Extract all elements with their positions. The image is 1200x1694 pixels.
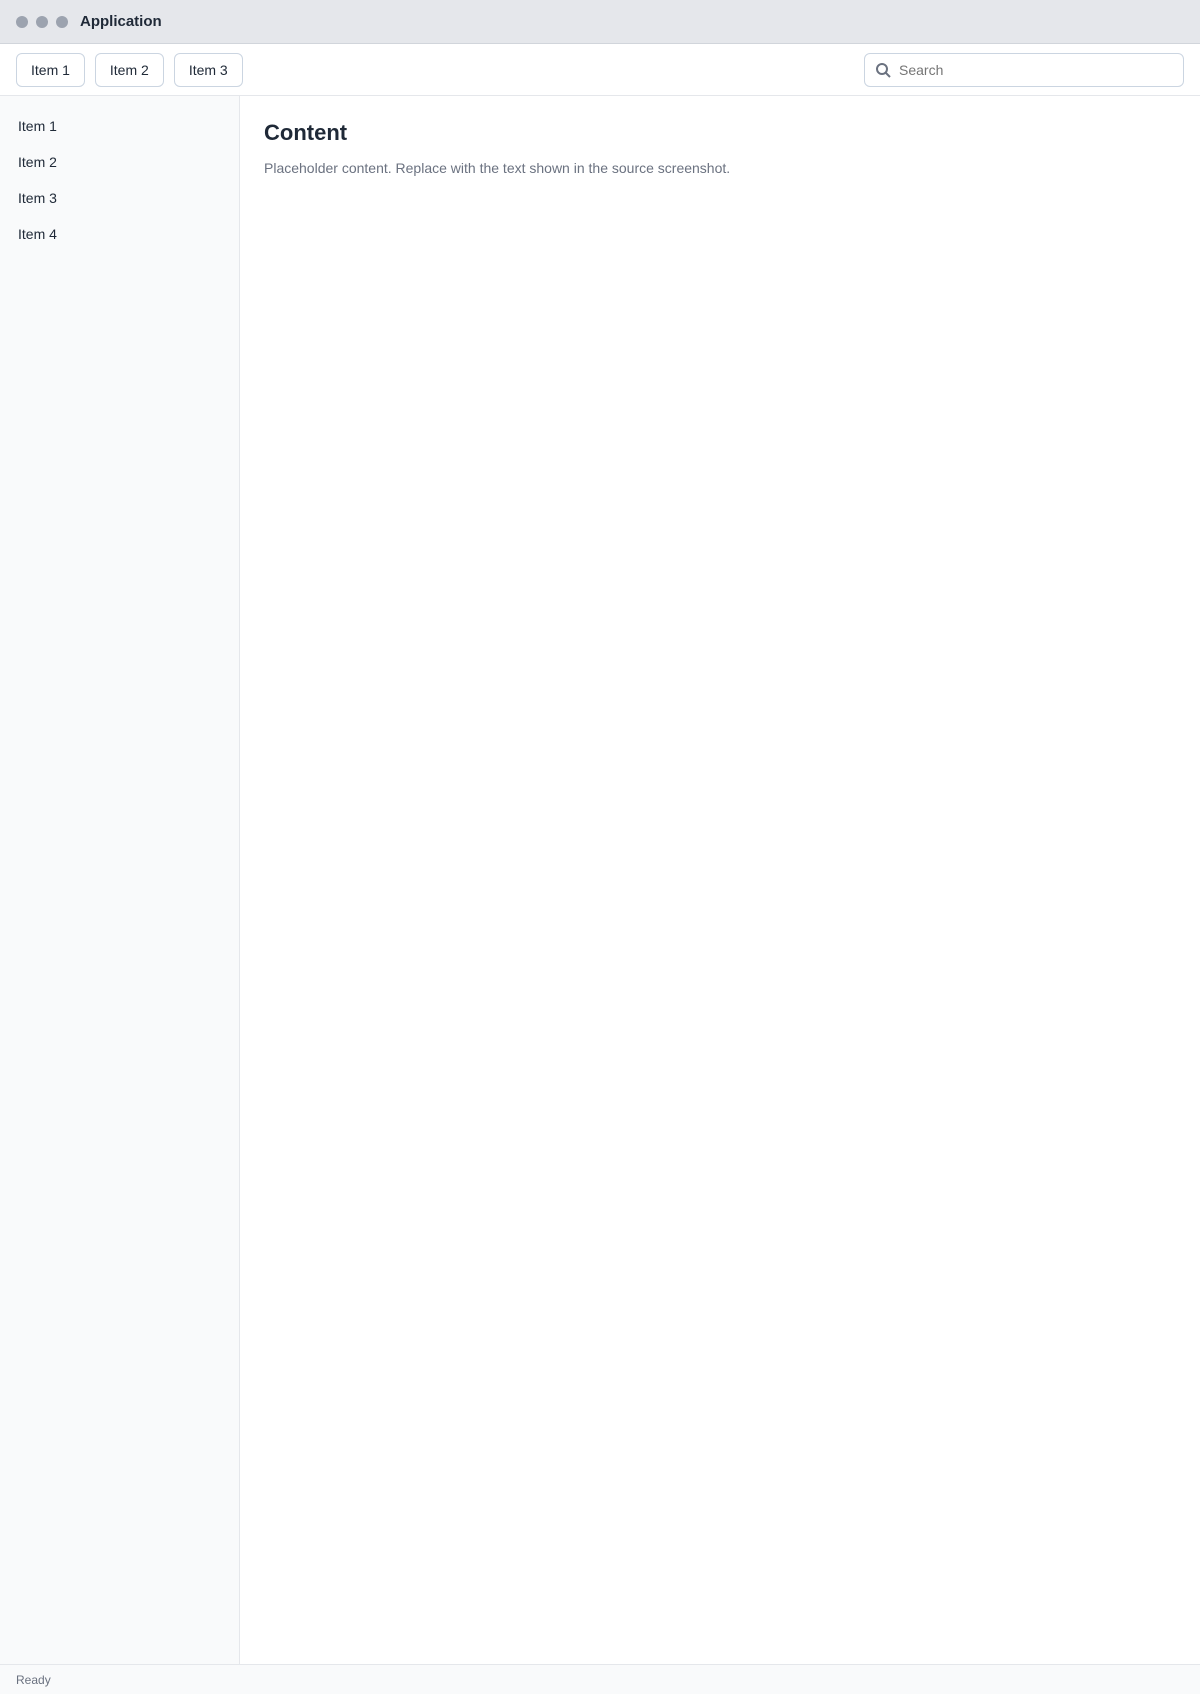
close-window-button[interactable] [16, 16, 28, 28]
maximize-window-button[interactable] [56, 16, 68, 28]
search-input[interactable] [899, 62, 1173, 78]
window-title: Application [80, 13, 162, 30]
search-box [864, 53, 1184, 87]
toolbar [0, 44, 1200, 96]
title-bar [0, 0, 1200, 44]
sidebar-item-1[interactable] [0, 108, 239, 144]
page-title: Content [264, 120, 348, 145]
search-icon [875, 62, 891, 78]
toolbar-button-3[interactable]: Item 3 [174, 53, 243, 87]
toolbar-button-2[interactable]: Item 2 [95, 53, 164, 87]
status-text: Ready [16, 1672, 51, 1687]
sidebar-item-label: Item 1 [18, 118, 57, 134]
minimize-window-button[interactable] [36, 16, 48, 28]
content-notice: Placeholder content. Replace with the text shown in the source screenshot. [264, 160, 731, 176]
sidebar-item-4[interactable] [0, 216, 239, 252]
sidebar-item-3[interactable] [0, 180, 239, 216]
main-content [240, 96, 1200, 1664]
sidebar-item-label: Item 2 [18, 154, 57, 170]
sidebar [0, 96, 240, 1664]
body-area [0, 96, 1200, 1664]
sidebar-item-2[interactable] [0, 144, 239, 180]
toolbar-button-1[interactable]: Item 1 [16, 53, 85, 87]
window-controls [16, 16, 68, 28]
sidebar-item-label: Item 3 [18, 190, 57, 206]
status-bar [0, 1664, 1200, 1694]
sidebar-item-label: Item 4 [18, 226, 57, 242]
